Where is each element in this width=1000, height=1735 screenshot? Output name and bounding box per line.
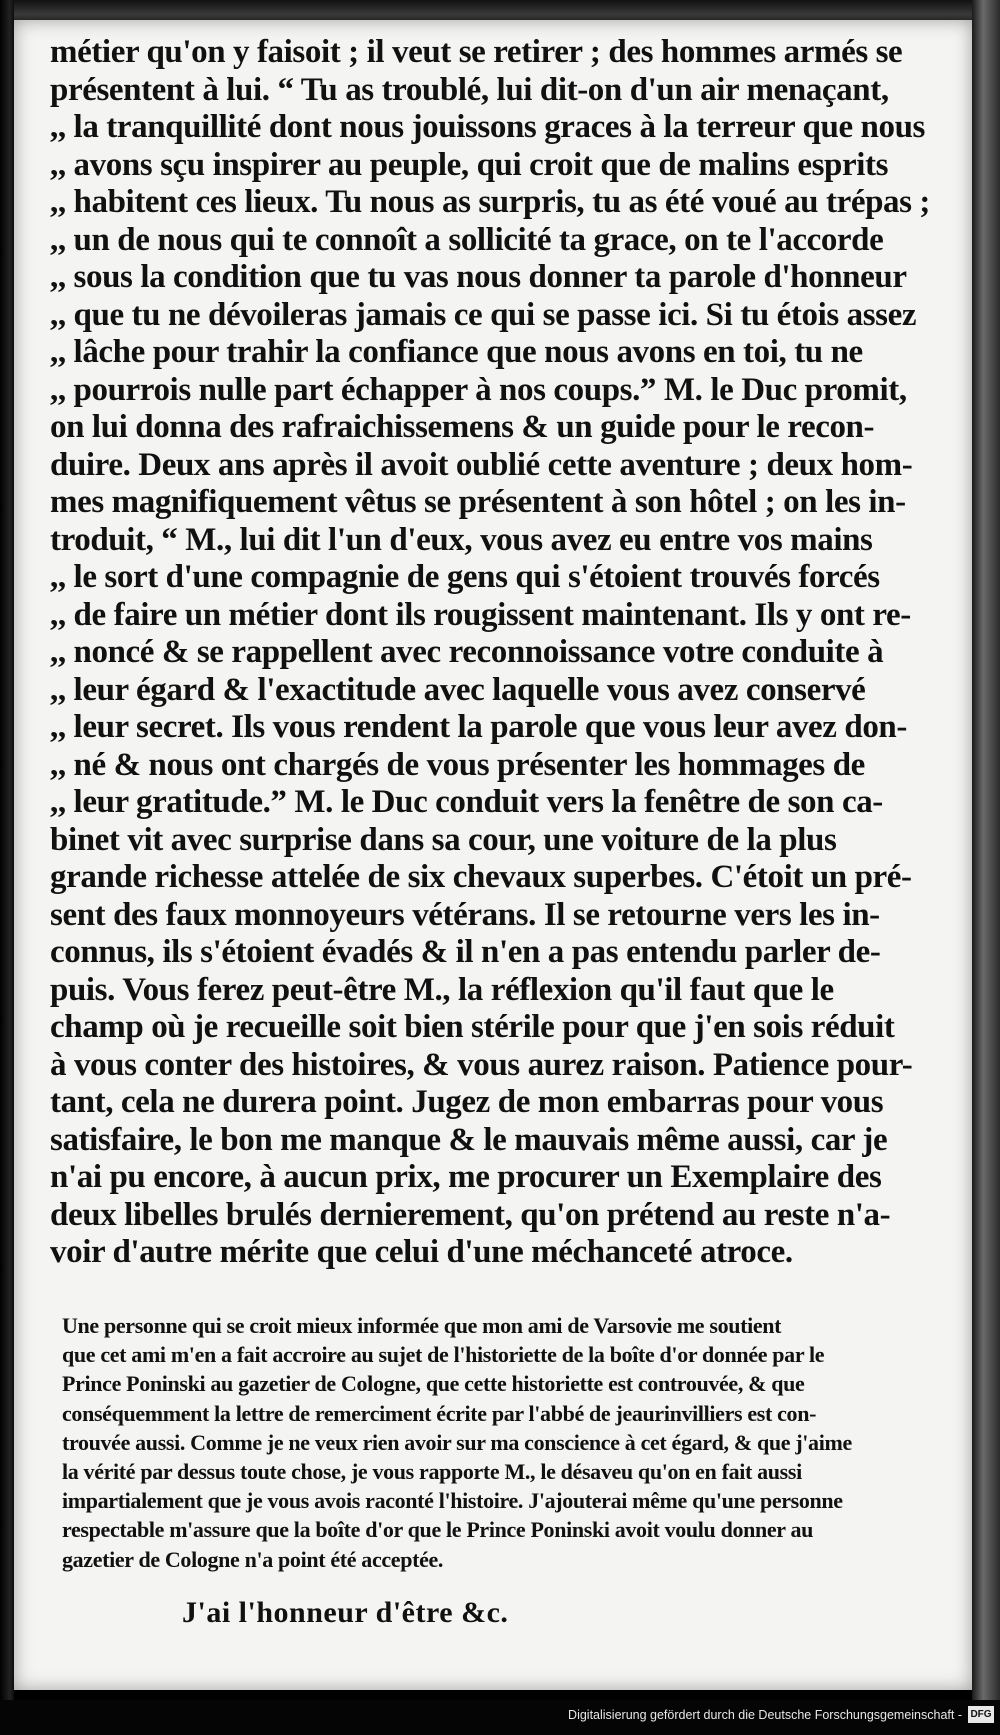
text-line: voir d'autre mérite que celui d'une méchanceté atroce. <box>50 1234 793 1270</box>
text-line: champ où je recueille soit bien stérile pour que j'en sois réduit <box>50 1009 895 1045</box>
text-line: ,, leur secret. Ils vous rendent la parole que vous leur avez don- <box>50 709 907 745</box>
text-line: on lui donna des rafraichissemens & un guide pour le recon- <box>50 409 875 445</box>
text-line: ,, un de nous qui te connoît a sollicité ta grace, on te l'accorde <box>50 221 884 258</box>
note-line: que cet ami m'en a fait accroire au sujet de l'historiette de la boîte d'or donnée par le <box>62 1342 825 1368</box>
dfg-logo: DFG <box>968 1706 994 1723</box>
text-line: deux libelles brulés dernierement, qu'on prétend au reste n'a- <box>50 1196 891 1233</box>
text-line: ,, que tu ne dévoileras jamais ce qui se passe ici. Si tu étois assez <box>50 296 917 333</box>
text-line: connus, ils s'étoient évadés & il n'en a pas entendu parler de- <box>50 934 881 970</box>
note-line: trouvée aussi. Comme je ne veux rien avoir sur ma conscience à cet égard, & que j'aime <box>62 1429 852 1455</box>
text-line: ,, né & nous ont chargés de vous présenter les hommages de <box>50 746 865 783</box>
text-line: ,, noncé & se rappellent avec reconnoissance votre conduite à <box>50 634 884 670</box>
main-text-block <box>50 34 972 1272</box>
footnote-block <box>62 1311 972 1574</box>
text-line: ,, habitent ces lieux. Tu nous as surpris, tu as été voué au trépas ; <box>50 184 930 220</box>
text-line: binet vit avec surprise dans sa cour, une voiture de la plus <box>50 821 837 858</box>
note-line: conséquemment la lettre de remerciment écrite par l'abbé de jeaurinvilliers est con- <box>62 1400 817 1426</box>
closing-salutation: J'ai l'honneur d'être &c. <box>182 1596 509 1629</box>
note-line: respectable m'assure que la boîte d'or que le Prince Poninski avoit voulu donner au <box>62 1517 813 1543</box>
text-line: sent des faux monnoyeurs vétérans. Il se retourne vers les in- <box>50 896 880 933</box>
book-spine-edge <box>972 0 1000 1735</box>
text-line: ,, la tranquillité dont nous jouissons graces à la terreur que nous <box>50 109 925 145</box>
note-line: la vérité par dessus toute chose, je vous rapporte M., le désaveu qu'on en fait aussi <box>62 1458 802 1484</box>
text-line: grande richesse attelée de six chevaux superbes. C'étoit un pré- <box>50 859 912 895</box>
text-line: ,, de faire un métier dont ils rougissent maintenant. Ils y ont re- <box>50 596 911 633</box>
text-line: présentent à lui. “ Tu as troublé, lui dit-on d'un air menaçant, <box>50 71 889 108</box>
text-line: n'ai pu encore, à aucun prix, me procurer un Exemplaire des <box>50 1159 882 1195</box>
digitization-credit: Digitalisierung gefördert durch die Deutsche Forschungsgemeinschaft - <box>568 1708 962 1722</box>
text-line: à vous conter des histoires, & vous aurez raison. Patience pour- <box>50 1046 913 1083</box>
text-line: ,, avons sçu inspirer au peuple, qui croit que de malins esprits <box>50 146 889 183</box>
text-line: ,, lâche pour trahir la confiance que nous avons en toi, tu ne <box>50 334 863 370</box>
text-line: ,, leur égard & l'exactitude avec laquelle vous avez conservé <box>50 671 866 708</box>
text-line: ,, pourrois nulle part échapper à nos coups.” M. le Duc promit, <box>50 371 907 408</box>
text-line: mes magnifiquement vêtus se présentent à son hôtel ; on les in- <box>50 484 906 520</box>
text-line: puis. Vous ferez peut-être M., la réflexion qu'il faut que le <box>50 971 834 1008</box>
text-line: ,, le sort d'une compagnie de gens qui s'étoient trouvés forcés <box>50 559 880 595</box>
text-line: duire. Deux ans après il avoit oublié cette aventure ; deux hom- <box>50 446 913 483</box>
text-line: troduit, “ M., lui dit l'un d'eux, vous avez eu entre vos mains <box>50 521 873 558</box>
text-line: métier qu'on y faisoit ; il veut se retirer ; des hommes armés se <box>50 34 903 70</box>
text-line: ,, leur gratitude.” M. le Duc conduit vers la fenêtre de son ca- <box>50 784 883 820</box>
note-line: Prince Poninski au gazetier de Cologne, que cette historiette est controuvée, & que <box>62 1371 805 1397</box>
text-line: ,, sous la condition que tu vas nous donner ta parole d'honneur <box>50 259 907 295</box>
note-line: impartialement que je vous avois raconté l'histoire. J'ajouterai même qu'une personne <box>62 1488 843 1514</box>
text-line: satisfaire, le bon me manque & le mauvais même aussi, car je <box>50 1121 888 1158</box>
note-line: gazetier de Cologne n'a point été acceptée. <box>62 1546 444 1572</box>
note-line: Une personne qui se croit mieux informée que mon ami de Varsovie me soutient <box>62 1313 782 1338</box>
scan-left-edge <box>0 0 14 1735</box>
text-line: tant, cela ne durera point. Jugez de mon embarras pour vous <box>50 1084 884 1120</box>
